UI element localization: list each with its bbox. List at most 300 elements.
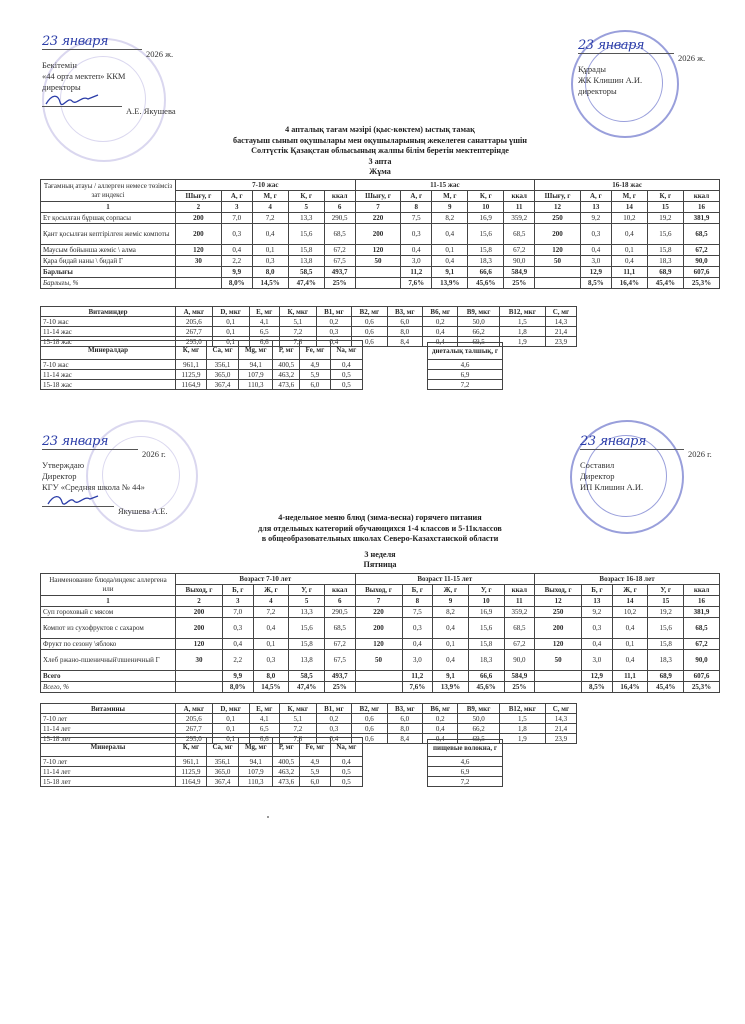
nutrient-value: 90,0 bbox=[504, 650, 535, 671]
nutrient-value: 0,3 bbox=[580, 224, 611, 245]
nutrient-column-header: У, г bbox=[468, 585, 504, 596]
vitamin-value: 14,3 bbox=[545, 714, 576, 724]
title-line: Солтүстік Қазақстан облысының жалпы білім беретін мектептерінде bbox=[251, 146, 509, 155]
nutrient-value: 68,5 bbox=[684, 618, 720, 639]
mineral-row bbox=[41, 380, 363, 390]
signature-underline bbox=[42, 506, 114, 507]
mineral-value: 4,9 bbox=[300, 360, 331, 370]
total-value: 58,5 bbox=[289, 671, 325, 682]
nutrient-value: 50 bbox=[535, 256, 581, 267]
nutrient-column-header: ккал bbox=[324, 191, 355, 202]
nutrient-value: 68,5 bbox=[504, 618, 535, 639]
nutrient-value: 200 bbox=[176, 618, 223, 639]
nutrient-value: 13,3 bbox=[288, 213, 324, 224]
nutrient-value: 0,1 bbox=[252, 245, 288, 256]
total-value bbox=[535, 671, 582, 682]
total-value: 12,9 bbox=[582, 671, 613, 682]
percent-value: 8,5% bbox=[580, 278, 611, 289]
approval-block-left bbox=[42, 34, 192, 117]
nutrient-value: 0,4 bbox=[432, 256, 468, 267]
date-year: 2026 г. bbox=[142, 449, 166, 459]
date-row bbox=[42, 34, 192, 60]
nutrient-value: 8,2 bbox=[433, 607, 469, 618]
column-number: 12 bbox=[535, 596, 582, 607]
signature-date-month: января bbox=[61, 434, 108, 449]
fiber-header: диеталық талшық, г bbox=[428, 343, 503, 360]
percent-value bbox=[535, 278, 581, 289]
vitamin-column-header: К, мкг bbox=[279, 307, 316, 317]
age-group-header: Возраст 16-18 лет bbox=[535, 574, 720, 585]
fiber-header: пищевые волокна, г bbox=[428, 740, 503, 757]
nutrient-column-header: ккал bbox=[504, 585, 535, 596]
vitamin-value: 50,0 bbox=[458, 714, 499, 724]
total-value: 9,1 bbox=[432, 267, 468, 278]
vitamin-value: 0,4 bbox=[423, 724, 458, 734]
mineral-value: 4,9 bbox=[300, 757, 331, 767]
date-underline bbox=[578, 53, 674, 54]
mineral-value: 6,0 bbox=[300, 777, 331, 787]
fiber-table-ru bbox=[427, 739, 503, 787]
dish-name: Суп гороховый с мясом bbox=[41, 607, 176, 618]
vitamin-value: 6,5 bbox=[249, 724, 279, 734]
vitamin-value: 205,6 bbox=[176, 714, 213, 724]
nutrient-value: 16,9 bbox=[468, 607, 504, 618]
column-number: 15 bbox=[647, 202, 683, 213]
column-number: 13 bbox=[580, 202, 611, 213]
mineral-value: 0,4 bbox=[330, 757, 362, 767]
minerals-table-kz bbox=[40, 340, 363, 390]
approve-line-2: «44 орта мектеп» ККМ bbox=[42, 71, 126, 81]
total-value: 8,0 bbox=[252, 267, 288, 278]
age-label: 11-14 лет bbox=[41, 724, 176, 734]
fiber-row bbox=[428, 380, 503, 390]
dish-name: Маусым бойынша жеміс \ алма bbox=[41, 245, 176, 256]
mineral-value: 0,5 bbox=[330, 767, 362, 777]
dish-column-header: Тағамның атауы / аллерген немесе төзімсіз зат индексі bbox=[41, 180, 176, 202]
nutrient-value: 0,3 bbox=[221, 224, 252, 245]
mineral-value: 961,1 bbox=[176, 757, 207, 767]
approve-line-3: ИП Клишин А.И. bbox=[580, 482, 644, 492]
approve-line-1: Бекітемін bbox=[42, 60, 77, 70]
nutrient-value: 68,5 bbox=[504, 224, 535, 245]
vitamin-value: 0,6 bbox=[352, 714, 387, 724]
total-row bbox=[41, 671, 720, 682]
nutrient-value: 0,4 bbox=[611, 256, 647, 267]
nutrient-value: 0,3 bbox=[582, 618, 613, 639]
percent-row bbox=[41, 682, 720, 693]
nutrient-value: 0,4 bbox=[612, 618, 648, 639]
approve-line-2: Директор bbox=[42, 471, 77, 481]
nutrient-value: 30 bbox=[176, 256, 222, 267]
vitamin-value: 267,7 bbox=[176, 327, 213, 337]
nutrient-column-header: ккал bbox=[684, 585, 720, 596]
nutrient-value: 10,2 bbox=[612, 607, 648, 618]
nutrient-column-header: Ж, г bbox=[612, 585, 648, 596]
nutrient-value: 18,3 bbox=[647, 256, 683, 267]
vitamin-value: 1,9 bbox=[499, 337, 545, 347]
nutrient-value: 0,4 bbox=[580, 245, 611, 256]
nutrient-column-header: К, г bbox=[288, 191, 324, 202]
vitamins-header-row bbox=[41, 307, 577, 317]
column-number: 1 bbox=[41, 202, 176, 213]
nutrient-value: 0,4 bbox=[252, 224, 288, 245]
nutrient-column-header: К, г bbox=[647, 191, 683, 202]
vitamin-value: 295,0 bbox=[176, 337, 213, 347]
percent-value: 7,6% bbox=[401, 278, 432, 289]
vitamin-row bbox=[41, 714, 577, 724]
nutrient-value: 19,2 bbox=[648, 607, 684, 618]
total-value: 66,6 bbox=[468, 267, 504, 278]
nutrient-column-header: ккал bbox=[504, 191, 535, 202]
total-label: Барлығы bbox=[41, 267, 176, 278]
handwritten-date bbox=[578, 38, 648, 53]
age-label: 11-14 жас bbox=[41, 370, 176, 380]
director-name: А.Е. Якушева bbox=[126, 106, 176, 116]
nutrient-value: 3,0 bbox=[401, 256, 432, 267]
vitamin-value: 0,1 bbox=[212, 317, 249, 327]
mineral-column-header: Mg, мг bbox=[239, 341, 273, 360]
vitamin-value: 0,3 bbox=[316, 724, 351, 734]
mineral-value: 400,5 bbox=[273, 360, 300, 370]
mineral-value: 367,4 bbox=[206, 380, 238, 390]
mineral-value: 367,4 bbox=[206, 777, 238, 787]
fiber-header-row bbox=[428, 740, 503, 757]
nutrient-value: 0,4 bbox=[401, 245, 432, 256]
mineral-value: 365,0 bbox=[206, 767, 238, 777]
date-row bbox=[42, 434, 202, 460]
nutrient-value: 67,2 bbox=[684, 639, 720, 650]
nutrient-value: 0,4 bbox=[433, 618, 469, 639]
nutrient-column-header: Б, г bbox=[222, 585, 253, 596]
percent-label: Барлығы, % bbox=[41, 278, 176, 289]
nutrient-value: 15,6 bbox=[468, 618, 504, 639]
title-line: в общеобразовательных школах Северо-Казахстанской области bbox=[261, 534, 499, 543]
nutrient-value: 9,2 bbox=[582, 607, 613, 618]
total-row bbox=[41, 267, 720, 278]
scan-speck bbox=[267, 816, 269, 818]
total-value: 493,7 bbox=[324, 671, 355, 682]
vitamin-column-header: К, мкг bbox=[279, 704, 316, 714]
mineral-value: 0,5 bbox=[330, 370, 362, 380]
fiber-header-row bbox=[428, 343, 503, 360]
vitamin-column-header: В12, мкг bbox=[499, 704, 545, 714]
vitamin-value: 1,5 bbox=[499, 714, 545, 724]
nutrient-value: 290,5 bbox=[324, 213, 355, 224]
mineral-value: 6,0 bbox=[300, 380, 331, 390]
total-value: 11,2 bbox=[402, 671, 433, 682]
vitamin-value: 0,4 bbox=[316, 337, 351, 347]
handwritten-date bbox=[42, 434, 112, 449]
vitamin-value: 295,0 bbox=[176, 734, 213, 744]
column-number: 11 bbox=[504, 202, 535, 213]
vitamin-value: 1,5 bbox=[499, 317, 545, 327]
mineral-value: 463,2 bbox=[273, 767, 300, 777]
nutrient-value: 0,3 bbox=[222, 618, 253, 639]
vitamin-column-header: В2, мг bbox=[352, 704, 387, 714]
vitamin-column-header: В1, мг bbox=[316, 704, 351, 714]
total-value bbox=[355, 671, 402, 682]
signature-date-day: 23 bbox=[42, 434, 58, 449]
dish-row bbox=[41, 256, 720, 267]
nutrient-value: 200 bbox=[355, 618, 402, 639]
nutrient-value: 0,4 bbox=[433, 650, 469, 671]
percent-value: 47,4% bbox=[289, 682, 325, 693]
age-label: 7-10 лет bbox=[41, 757, 176, 767]
nutrient-value: 120 bbox=[355, 639, 402, 650]
percent-value: 8,0% bbox=[222, 682, 253, 693]
vitamin-value: 69,5 bbox=[458, 337, 499, 347]
mineral-value: 356,1 bbox=[206, 757, 238, 767]
nutrient-column-header: А, г bbox=[221, 191, 252, 202]
fiber-value: 7,2 bbox=[428, 380, 503, 390]
signature-date-day: 23 bbox=[580, 434, 596, 449]
vitamin-value: 0,2 bbox=[316, 714, 351, 724]
percent-value: 25% bbox=[324, 278, 355, 289]
director-name: Якушева А.Е. bbox=[118, 506, 168, 516]
title-line: 4-недельное меню блюд (зима-весна) горячего питания bbox=[278, 513, 482, 522]
vitamin-column-header: В6, мг bbox=[423, 704, 458, 714]
vitamin-value: 0,1 bbox=[212, 337, 249, 347]
column-number: 4 bbox=[252, 202, 288, 213]
approve-line-1: Құрады bbox=[578, 64, 606, 74]
column-number: 9 bbox=[433, 596, 469, 607]
nutrient-value: 3,0 bbox=[580, 256, 611, 267]
dish-row bbox=[41, 607, 720, 618]
date-year: 2026 ж. bbox=[678, 53, 706, 63]
mineral-value: 356,1 bbox=[206, 360, 238, 370]
mineral-row bbox=[41, 757, 363, 767]
nutrient-column-header: М, г bbox=[252, 191, 288, 202]
nutrient-column-header: А, г bbox=[401, 191, 432, 202]
mineral-column-header: Fe, мг bbox=[300, 738, 331, 757]
column-number: 10 bbox=[468, 202, 504, 213]
age-label: 7-10 лет bbox=[41, 714, 176, 724]
nutrient-column-header: Б, г bbox=[582, 585, 613, 596]
dish-name: Қант қосылған кептірілген жеміс компоты bbox=[41, 224, 176, 245]
header-row bbox=[41, 180, 720, 191]
nutrient-column-header: Б, г bbox=[402, 585, 433, 596]
approve-line-2: ЖК Клишин А.И. bbox=[578, 75, 643, 85]
vitamin-value: 0,3 bbox=[316, 327, 351, 337]
nutrient-value: 200 bbox=[355, 224, 401, 245]
nutrient-value: 50 bbox=[355, 256, 401, 267]
mineral-column-header: Са, мг bbox=[206, 341, 238, 360]
total-value: 493,7 bbox=[324, 267, 355, 278]
vitamin-row bbox=[41, 317, 577, 327]
column-number: 5 bbox=[288, 202, 324, 213]
mineral-value: 1125,9 bbox=[176, 767, 207, 777]
nutrient-value: 15,8 bbox=[468, 245, 504, 256]
total-value bbox=[176, 267, 222, 278]
signature-row bbox=[42, 493, 202, 517]
nutrient-value: 67,2 bbox=[683, 245, 719, 256]
nutrient-value: 0,4 bbox=[402, 639, 433, 650]
vitamin-value: 0,2 bbox=[316, 317, 351, 327]
age-group-header: Возраст 7-10 лет bbox=[176, 574, 356, 585]
menu-table-ru bbox=[40, 573, 720, 693]
menu-table-kz bbox=[40, 179, 720, 289]
nutrient-value: 2,2 bbox=[222, 650, 253, 671]
vitamin-value: 267,7 bbox=[176, 724, 213, 734]
mineral-row bbox=[41, 777, 363, 787]
column-number: 9 bbox=[432, 202, 468, 213]
nutrient-value: 120 bbox=[176, 639, 223, 650]
nutrient-value: 15,8 bbox=[288, 245, 324, 256]
nutrient-value: 7,2 bbox=[252, 213, 288, 224]
column-number: 16 bbox=[683, 202, 719, 213]
minerals-header: Минералдар bbox=[41, 341, 176, 360]
nutrient-value: 290,5 bbox=[324, 607, 355, 618]
column-number: 12 bbox=[535, 202, 581, 213]
dish-name: Компот из сухофруктов с сахаром bbox=[41, 618, 176, 639]
column-number: 4 bbox=[253, 596, 289, 607]
percent-value bbox=[355, 682, 402, 693]
fiber-table-kz bbox=[427, 342, 503, 390]
vitamin-value: 4,1 bbox=[249, 317, 279, 327]
vitamin-value: 69,5 bbox=[458, 734, 499, 744]
header-row bbox=[41, 574, 720, 585]
percent-value: 14,5% bbox=[252, 278, 288, 289]
percent-value: 13,9% bbox=[432, 278, 468, 289]
column-number: 3 bbox=[221, 202, 252, 213]
nutrient-value: 0,1 bbox=[253, 639, 289, 650]
mineral-value: 365,0 bbox=[206, 370, 238, 380]
percent-value: 16,4% bbox=[611, 278, 647, 289]
age-label: 15-18 лет bbox=[41, 734, 176, 744]
vitamin-value: 0,2 bbox=[423, 317, 458, 327]
nutrient-value: 3,0 bbox=[402, 650, 433, 671]
age-group-header: 16-18 жас bbox=[535, 180, 720, 191]
nutrient-value: 15,8 bbox=[468, 639, 504, 650]
nutrient-value: 67,2 bbox=[324, 245, 355, 256]
vitamin-column-header: В1, мг bbox=[316, 307, 351, 317]
nutrient-value: 120 bbox=[535, 245, 581, 256]
nutrient-value: 0,4 bbox=[253, 618, 289, 639]
vitamin-value: 0,1 bbox=[212, 714, 249, 724]
mineral-column-header: Р, мг bbox=[273, 738, 300, 757]
total-value: 9,9 bbox=[221, 267, 252, 278]
column-number: 10 bbox=[468, 596, 504, 607]
total-value: 68,9 bbox=[648, 671, 684, 682]
nutrient-value: 7,5 bbox=[401, 213, 432, 224]
vitamin-column-header: В9, мкг bbox=[458, 704, 499, 714]
signature-scribble-icon bbox=[42, 493, 102, 506]
nutrient-value: 0,4 bbox=[611, 224, 647, 245]
vitamin-column-header: D, мкг bbox=[212, 704, 249, 714]
vitamin-value: 1,8 bbox=[499, 327, 545, 337]
percent-value: 47,4% bbox=[288, 278, 324, 289]
nutrient-value: 200 bbox=[176, 224, 222, 245]
age-label: 15-18 жас bbox=[41, 380, 176, 390]
nutrient-value: 7,0 bbox=[221, 213, 252, 224]
mineral-column-header: Mg, мг bbox=[239, 738, 273, 757]
nutrient-column-header: М, г bbox=[432, 191, 468, 202]
nutrient-column-header: Шығу, г bbox=[355, 191, 401, 202]
vitamin-column-header: А, мкг bbox=[176, 307, 213, 317]
dish-name: Қара бидай наны \ бидай Г bbox=[41, 256, 176, 267]
vitamin-row bbox=[41, 327, 577, 337]
percent-value bbox=[176, 278, 222, 289]
dish-name: Хлеб ржано-пшеничный\пшеничный Г bbox=[41, 650, 176, 671]
column-number: 8 bbox=[402, 596, 433, 607]
vitamin-value: 23,9 bbox=[545, 337, 576, 347]
percent-value: 25% bbox=[504, 682, 535, 693]
column-number: 2 bbox=[176, 202, 222, 213]
total-value: 12,9 bbox=[580, 267, 611, 278]
fiber-value: 6,9 bbox=[428, 370, 503, 380]
approval-block-right-ru bbox=[580, 434, 730, 493]
vitamin-column-header: В9, мкг bbox=[458, 307, 499, 317]
column-number: 11 bbox=[504, 596, 535, 607]
vitamin-column-header: В2, мг bbox=[352, 307, 387, 317]
vitamin-column-header: В6, мг bbox=[423, 307, 458, 317]
mineral-value: 1164,9 bbox=[176, 380, 207, 390]
nutrient-value: 220 bbox=[355, 607, 402, 618]
nutrient-value: 10,2 bbox=[611, 213, 647, 224]
nutrient-value: 3,0 bbox=[582, 650, 613, 671]
nutrient-value: 15,8 bbox=[289, 639, 325, 650]
vitamin-value: 21,4 bbox=[545, 327, 576, 337]
vitamin-value: 0,6 bbox=[352, 327, 387, 337]
nutrient-column-header: Выход, г bbox=[355, 585, 402, 596]
nutrient-value: 15,6 bbox=[648, 618, 684, 639]
vitamin-value: 50,0 bbox=[458, 317, 499, 327]
fiber-row bbox=[428, 370, 503, 380]
title-line: бастауыш сынып оқушылары мен оқушыларының жекелеген санаттары үшін bbox=[232, 135, 528, 145]
approve-line-1: Составил bbox=[580, 460, 615, 470]
signature-scribble-icon bbox=[42, 93, 102, 106]
fiber-row bbox=[428, 757, 503, 767]
total-value: 66,6 bbox=[468, 671, 504, 682]
nutrient-column-header: ккал bbox=[683, 191, 719, 202]
fiber-value: 7,2 bbox=[428, 777, 503, 787]
signature-underline bbox=[42, 106, 122, 107]
nutrient-column-header: Выход, г bbox=[535, 585, 582, 596]
age-label: 15-18 лет bbox=[41, 777, 176, 787]
nutrient-value: 200 bbox=[176, 607, 223, 618]
nutrient-value: 18,3 bbox=[468, 650, 504, 671]
nutrient-value: 18,3 bbox=[468, 256, 504, 267]
percent-value: 25,3% bbox=[684, 682, 720, 693]
vitamin-value: 6,6 bbox=[249, 337, 279, 347]
vitamin-value: 6,5 bbox=[249, 327, 279, 337]
fiber-value: 4,6 bbox=[428, 757, 503, 767]
dish-column-header: Наименование блюда/индекс аллергена или bbox=[41, 574, 176, 596]
vitamin-value: 0,1 bbox=[212, 724, 249, 734]
nutrient-value: 2,2 bbox=[221, 256, 252, 267]
nutrient-value: 67,2 bbox=[504, 245, 535, 256]
total-value: 607,6 bbox=[684, 671, 720, 682]
vitamins-header-row bbox=[41, 704, 577, 714]
nutrient-value: 120 bbox=[176, 245, 222, 256]
date-underline bbox=[42, 449, 138, 450]
age-label: 11-14 лет bbox=[41, 767, 176, 777]
mineral-value: 463,2 bbox=[273, 370, 300, 380]
column-number: 13 bbox=[582, 596, 613, 607]
mineral-value: 400,5 bbox=[273, 757, 300, 767]
nutrient-value: 30 bbox=[176, 650, 223, 671]
mineral-value: 94,1 bbox=[239, 360, 273, 370]
vitamin-value: 0,4 bbox=[423, 337, 458, 347]
dish-row bbox=[41, 213, 720, 224]
mineral-column-header: Са, мг bbox=[206, 738, 238, 757]
nutrient-value: 50 bbox=[355, 650, 402, 671]
nutrient-column-header: У, г bbox=[648, 585, 684, 596]
percent-value bbox=[176, 682, 223, 693]
vitamin-column-header: В3, мг bbox=[387, 704, 422, 714]
percent-value: 8,0% bbox=[221, 278, 252, 289]
mineral-column-header: К, мг bbox=[176, 341, 207, 360]
